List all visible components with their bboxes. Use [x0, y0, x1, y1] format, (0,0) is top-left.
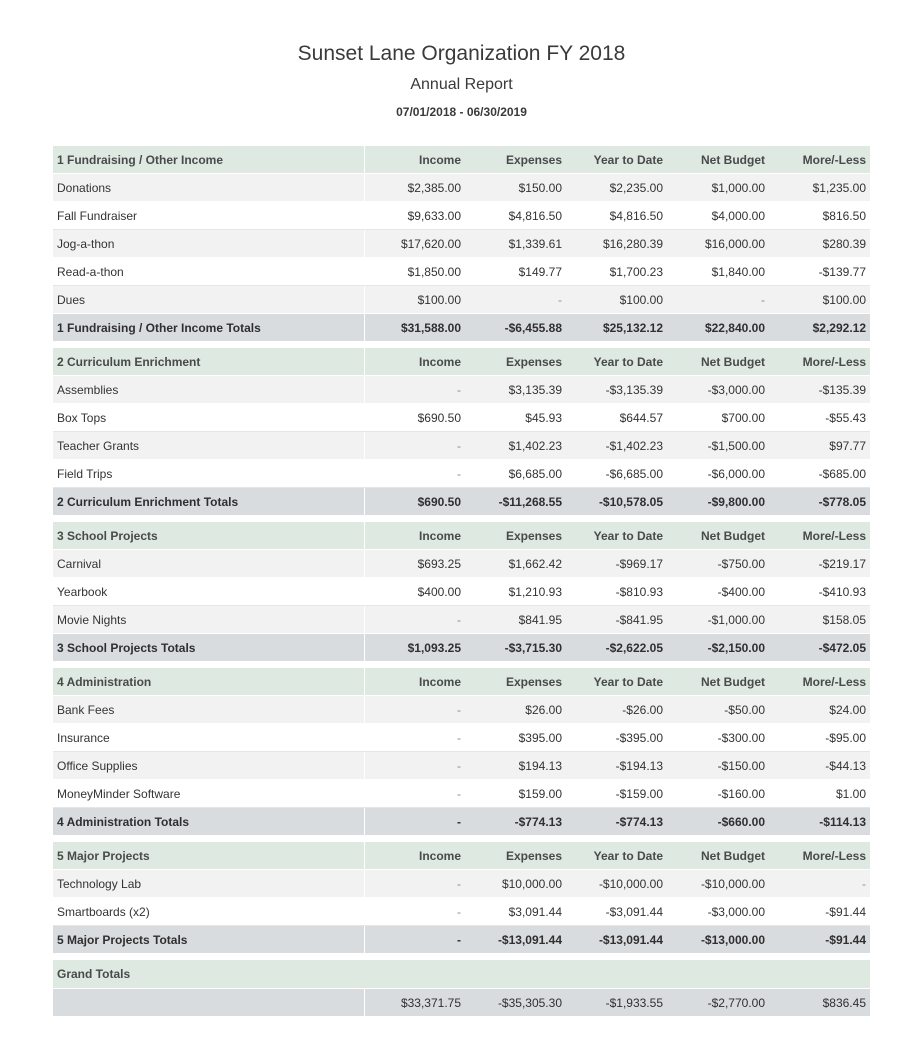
cell-income: - [364, 780, 465, 808]
total-year-to-date: -$774.13 [566, 808, 667, 836]
cell-expenses: $395.00 [465, 724, 566, 752]
cell-more-less: -$410.93 [769, 578, 870, 606]
cell-more-less: -$55.43 [769, 404, 870, 432]
cell-more-less: - [769, 870, 870, 898]
row-label: Technology Lab [53, 870, 364, 898]
cell-net-budget: -$750.00 [667, 550, 769, 578]
cell-year-to-date: $4,816.50 [566, 202, 667, 230]
column-header-more-less: More/-Less [769, 348, 870, 376]
row-label: Bank Fees [53, 696, 364, 724]
annual-report-table [53, 146, 870, 1017]
column-header-income: Income [364, 842, 465, 870]
total-income: $31,588.00 [364, 314, 465, 342]
cell-year-to-date: -$6,685.00 [566, 460, 667, 488]
row-label: Donations [53, 174, 364, 202]
column-header-year-to-date: Year to Date [566, 842, 667, 870]
cell-net-budget: -$50.00 [667, 696, 769, 724]
total-net-budget: -$13,000.00 [667, 926, 769, 954]
cell-more-less: -$219.17 [769, 550, 870, 578]
column-header-net-budget: Net Budget [667, 146, 769, 174]
total-expenses: -$6,455.88 [465, 314, 566, 342]
column-header-net-budget: Net Budget [667, 348, 769, 376]
column-header-expenses: Expenses [465, 522, 566, 550]
cell-expenses: $194.13 [465, 752, 566, 780]
row-label: Jog-a-thon [53, 230, 364, 258]
cell-expenses: $10,000.00 [465, 870, 566, 898]
grand-totals-blank [53, 989, 364, 1017]
column-header-income: Income [364, 522, 465, 550]
row-label: MoneyMinder Software [53, 780, 364, 808]
row-label: Movie Nights [53, 606, 364, 634]
row-label: Yearbook [53, 578, 364, 606]
cell-year-to-date: -$1,402.23 [566, 432, 667, 460]
total-more-less: -$114.13 [769, 808, 870, 836]
grand-total-income: $33,371.75 [364, 989, 465, 1017]
cell-income: - [364, 898, 465, 926]
total-expenses: -$3,715.30 [465, 634, 566, 662]
cell-more-less: -$685.00 [769, 460, 870, 488]
table-row [53, 696, 870, 724]
column-header-expenses: Expenses [465, 348, 566, 376]
report-date-range: 07/01/2018 - 06/30/2019 [396, 105, 527, 119]
cell-year-to-date: $1,700.23 [566, 258, 667, 286]
cell-expenses: $1,662.42 [465, 550, 566, 578]
total-more-less: -$91.44 [769, 926, 870, 954]
cell-expenses: $3,091.44 [465, 898, 566, 926]
cell-year-to-date: -$969.17 [566, 550, 667, 578]
column-header-net-budget: Net Budget [667, 842, 769, 870]
cell-more-less: -$44.13 [769, 752, 870, 780]
cell-more-less: $97.77 [769, 432, 870, 460]
cell-more-less: -$135.39 [769, 376, 870, 404]
table-row [53, 404, 870, 432]
cell-net-budget: - [667, 286, 769, 314]
cell-net-budget: -$3,000.00 [667, 898, 769, 926]
total-year-to-date: $25,132.12 [566, 314, 667, 342]
total-net-budget: -$2,150.00 [667, 634, 769, 662]
total-more-less: -$778.05 [769, 488, 870, 516]
section-name: 2 Curriculum Enrichment [53, 348, 364, 376]
grand-total-expenses: -$35,305.30 [465, 989, 566, 1017]
cell-more-less: $280.39 [769, 230, 870, 258]
total-year-to-date: -$2,622.05 [566, 634, 667, 662]
cell-net-budget: $700.00 [667, 404, 769, 432]
table-row [53, 230, 870, 258]
total-expenses: -$11,268.55 [465, 488, 566, 516]
column-header-expenses: Expenses [465, 668, 566, 696]
cell-year-to-date: -$3,091.44 [566, 898, 667, 926]
cell-net-budget: -$1,000.00 [667, 606, 769, 634]
cell-year-to-date: $16,280.39 [566, 230, 667, 258]
report-header [0, 0, 923, 120]
cell-income: - [364, 432, 465, 460]
cell-income: $693.25 [364, 550, 465, 578]
total-income: $1,093.25 [364, 634, 465, 662]
cell-net-budget: $16,000.00 [667, 230, 769, 258]
row-label: Carnival [53, 550, 364, 578]
cell-income: $17,620.00 [364, 230, 465, 258]
cell-net-budget: -$160.00 [667, 780, 769, 808]
total-more-less: $2,292.12 [769, 314, 870, 342]
table-row [53, 606, 870, 634]
report-title: Sunset Lane Organization FY 2018 [297, 42, 626, 65]
table-row [53, 202, 870, 230]
section-totals-row [53, 808, 870, 836]
cell-net-budget: -$1,500.00 [667, 432, 769, 460]
cell-expenses: $45.93 [465, 404, 566, 432]
cell-income: $690.50 [364, 404, 465, 432]
cell-year-to-date: -$26.00 [566, 696, 667, 724]
column-header-net-budget: Net Budget [667, 668, 769, 696]
column-header-expenses: Expenses [465, 842, 566, 870]
cell-net-budget: -$6,000.00 [667, 460, 769, 488]
grand-totals-label: Grand Totals [53, 960, 870, 989]
section-totals-row [53, 926, 870, 954]
cell-more-less: $1.00 [769, 780, 870, 808]
report-body [53, 146, 870, 1017]
cell-expenses: $6,685.00 [465, 460, 566, 488]
grand-total-more-less: $836.45 [769, 989, 870, 1017]
cell-more-less: $816.50 [769, 202, 870, 230]
cell-year-to-date: -$841.95 [566, 606, 667, 634]
cell-expenses: $3,135.39 [465, 376, 566, 404]
cell-net-budget: $4,000.00 [667, 202, 769, 230]
total-income: - [364, 808, 465, 836]
table-row [53, 258, 870, 286]
row-label: Dues [53, 286, 364, 314]
section-name: 3 School Projects [53, 522, 364, 550]
cell-year-to-date: -$395.00 [566, 724, 667, 752]
cell-year-to-date: $2,235.00 [566, 174, 667, 202]
table-row [53, 780, 870, 808]
cell-income: - [364, 376, 465, 404]
cell-more-less: -$91.44 [769, 898, 870, 926]
section-header-row [53, 522, 870, 550]
total-more-less: -$472.05 [769, 634, 870, 662]
cell-income: $1,850.00 [364, 258, 465, 286]
cell-more-less: $1,235.00 [769, 174, 870, 202]
column-header-year-to-date: Year to Date [566, 522, 667, 550]
column-header-year-to-date: Year to Date [566, 348, 667, 376]
table-row [53, 286, 870, 314]
row-label: Teacher Grants [53, 432, 364, 460]
column-header-net-budget: Net Budget [667, 522, 769, 550]
total-expenses: -$13,091.44 [465, 926, 566, 954]
section-header-row [53, 146, 870, 174]
cell-more-less: $158.05 [769, 606, 870, 634]
cell-expenses: $1,402.23 [465, 432, 566, 460]
grand-totals-header-row [53, 960, 870, 989]
cell-expenses: - [465, 286, 566, 314]
grand-total-year-to-date: -$1,933.55 [566, 989, 667, 1017]
row-label: Box Tops [53, 404, 364, 432]
table-row [53, 578, 870, 606]
cell-expenses: $150.00 [465, 174, 566, 202]
cell-year-to-date: -$810.93 [566, 578, 667, 606]
cell-expenses: $1,210.93 [465, 578, 566, 606]
cell-more-less: $24.00 [769, 696, 870, 724]
totals-label: 5 Major Projects Totals [53, 926, 364, 954]
cell-year-to-date: -$194.13 [566, 752, 667, 780]
table-row [53, 376, 870, 404]
section-totals-row [53, 314, 870, 342]
cell-expenses: $841.95 [465, 606, 566, 634]
cell-income: - [364, 752, 465, 780]
cell-more-less: $100.00 [769, 286, 870, 314]
total-net-budget: -$9,800.00 [667, 488, 769, 516]
cell-income: $100.00 [364, 286, 465, 314]
table-row [53, 898, 870, 926]
cell-income: - [364, 724, 465, 752]
totals-label: 2 Curriculum Enrichment Totals [53, 488, 364, 516]
column-header-expenses: Expenses [465, 146, 566, 174]
cell-net-budget: -$150.00 [667, 752, 769, 780]
total-income: - [364, 926, 465, 954]
totals-label: 3 School Projects Totals [53, 634, 364, 662]
cell-income: $2,385.00 [364, 174, 465, 202]
cell-expenses: $149.77 [465, 258, 566, 286]
cell-expenses: $26.00 [465, 696, 566, 724]
cell-income: - [364, 696, 465, 724]
column-header-more-less: More/-Less [769, 146, 870, 174]
table-row [53, 460, 870, 488]
table-row [53, 870, 870, 898]
row-label: Smartboards (x2) [53, 898, 364, 926]
cell-net-budget: -$3,000.00 [667, 376, 769, 404]
total-expenses: -$774.13 [465, 808, 566, 836]
cell-net-budget: $1,000.00 [667, 174, 769, 202]
cell-income: $400.00 [364, 578, 465, 606]
total-income: $690.50 [364, 488, 465, 516]
cell-income: - [364, 460, 465, 488]
section-name: 5 Major Projects [53, 842, 364, 870]
column-header-year-to-date: Year to Date [566, 668, 667, 696]
cell-year-to-date: -$159.00 [566, 780, 667, 808]
row-label: Read-a-thon [53, 258, 364, 286]
column-header-income: Income [364, 146, 465, 174]
table-row [53, 724, 870, 752]
total-year-to-date: -$13,091.44 [566, 926, 667, 954]
section-name: 1 Fundraising / Other Income [53, 146, 364, 174]
total-year-to-date: -$10,578.05 [566, 488, 667, 516]
row-label: Fall Fundraiser [53, 202, 364, 230]
cell-expenses: $159.00 [465, 780, 566, 808]
grand-totals-row [53, 989, 870, 1017]
column-header-more-less: More/-Less [769, 842, 870, 870]
cell-net-budget: -$10,000.00 [667, 870, 769, 898]
column-header-income: Income [364, 348, 465, 376]
row-label: Office Supplies [53, 752, 364, 780]
cell-net-budget: -$400.00 [667, 578, 769, 606]
section-header-row [53, 348, 870, 376]
section-totals-row [53, 634, 870, 662]
row-label: Insurance [53, 724, 364, 752]
table-row [53, 752, 870, 780]
cell-year-to-date: -$3,135.39 [566, 376, 667, 404]
totals-label: 4 Administration Totals [53, 808, 364, 836]
totals-label: 1 Fundraising / Other Income Totals [53, 314, 364, 342]
cell-net-budget: -$300.00 [667, 724, 769, 752]
cell-expenses: $4,816.50 [465, 202, 566, 230]
column-header-income: Income [364, 668, 465, 696]
report-subtitle: Annual Report [410, 76, 513, 93]
cell-more-less: -$139.77 [769, 258, 870, 286]
table-row [53, 174, 870, 202]
cell-year-to-date: -$10,000.00 [566, 870, 667, 898]
section-header-row [53, 842, 870, 870]
cell-net-budget: $1,840.00 [667, 258, 769, 286]
cell-income: - [364, 606, 465, 634]
cell-income: - [364, 870, 465, 898]
section-name: 4 Administration [53, 668, 364, 696]
column-header-more-less: More/-Less [769, 522, 870, 550]
section-totals-row [53, 488, 870, 516]
column-header-year-to-date: Year to Date [566, 146, 667, 174]
total-net-budget: -$660.00 [667, 808, 769, 836]
row-label: Field Trips [53, 460, 364, 488]
row-label: Assemblies [53, 376, 364, 404]
table-row [53, 550, 870, 578]
section-header-row [53, 668, 870, 696]
cell-income: $9,633.00 [364, 202, 465, 230]
cell-expenses: $1,339.61 [465, 230, 566, 258]
cell-year-to-date: $644.57 [566, 404, 667, 432]
table-row [53, 432, 870, 460]
column-header-more-less: More/-Less [769, 668, 870, 696]
grand-total-net-budget: -$2,770.00 [667, 989, 769, 1017]
total-net-budget: $22,840.00 [667, 314, 769, 342]
cell-year-to-date: $100.00 [566, 286, 667, 314]
cell-more-less: -$95.00 [769, 724, 870, 752]
